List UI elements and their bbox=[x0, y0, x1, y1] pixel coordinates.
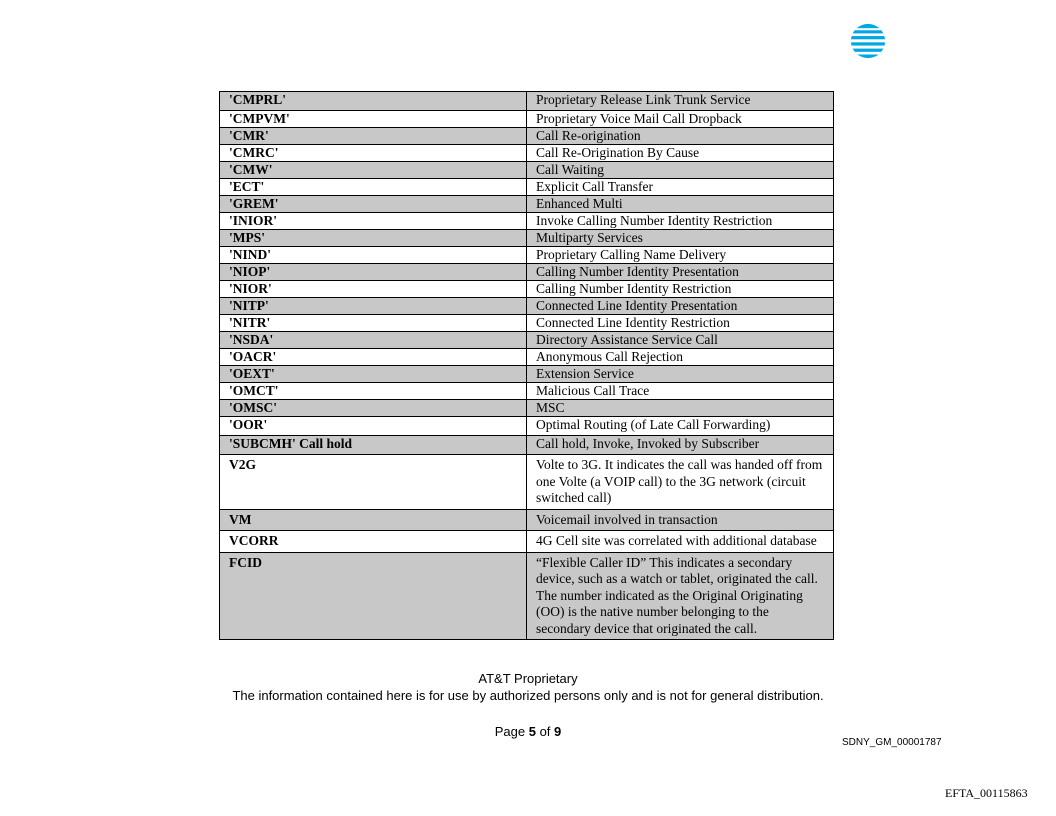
bates-number-sdny: SDNY_GM_00001787 bbox=[842, 737, 942, 748]
table-row bbox=[220, 417, 834, 436]
code-cell: FCID bbox=[220, 552, 527, 640]
code-cell: 'INIOR' bbox=[220, 213, 527, 230]
description-cell: Volte to 3G. It indicates the call was handed off from one Volte (a VOIP call) to the 3G network (circuit switched call) bbox=[527, 455, 834, 510]
service-codes-table bbox=[219, 91, 834, 640]
description-cell: Malicious Call Trace bbox=[527, 383, 834, 400]
table-row bbox=[220, 230, 834, 247]
table-row bbox=[220, 366, 834, 383]
code-cell: VM bbox=[220, 509, 527, 531]
code-cell: 'ECT' bbox=[220, 179, 527, 196]
description-cell: Proprietary Release Link Trunk Service bbox=[527, 92, 834, 111]
description-cell: Calling Number Identity Presentation bbox=[527, 264, 834, 281]
description-cell: Proprietary Voice Mail Call Dropback bbox=[527, 111, 834, 128]
code-cell: 'CMW' bbox=[220, 162, 527, 179]
table-row bbox=[220, 298, 834, 315]
table-row bbox=[220, 349, 834, 366]
description-cell: Calling Number Identity Restriction bbox=[527, 281, 834, 298]
code-cell: 'NIOR' bbox=[220, 281, 527, 298]
page-of: of bbox=[539, 724, 551, 739]
table-row bbox=[220, 531, 834, 553]
code-cell: 'OMCT' bbox=[220, 383, 527, 400]
description-cell: Invoke Calling Number Identity Restriction bbox=[527, 213, 834, 230]
description-cell: Extension Service bbox=[527, 366, 834, 383]
description-cell: Call Re-Origination By Cause bbox=[527, 145, 834, 162]
description-cell: Optimal Routing (of Late Call Forwarding) bbox=[527, 417, 834, 436]
code-cell: 'CMRC' bbox=[220, 145, 527, 162]
description-cell: Explicit Call Transfer bbox=[527, 179, 834, 196]
code-cell: 'NITP' bbox=[220, 298, 527, 315]
att-globe-icon bbox=[849, 22, 887, 60]
table-row bbox=[220, 436, 834, 455]
table-row bbox=[220, 247, 834, 264]
distribution-notice: The information contained here is for use by authorized persons only and is not for general distribution. bbox=[232, 688, 824, 703]
proprietary-label: AT&T Proprietary bbox=[478, 671, 578, 686]
code-cell: 'NIOP' bbox=[220, 264, 527, 281]
code-cell: 'NIND' bbox=[220, 247, 527, 264]
table-row bbox=[220, 281, 834, 298]
code-cell: V2G bbox=[220, 455, 527, 510]
table-row bbox=[220, 213, 834, 230]
description-cell: Multiparty Services bbox=[527, 230, 834, 247]
description-cell: Call hold, Invoke, Invoked by Subscriber bbox=[527, 436, 834, 455]
service-codes-body bbox=[220, 92, 834, 640]
description-cell: Call Waiting bbox=[527, 162, 834, 179]
description-cell: Proprietary Calling Name Delivery bbox=[527, 247, 834, 264]
code-cell: 'OACR' bbox=[220, 349, 527, 366]
table-row bbox=[220, 509, 834, 531]
table-row bbox=[220, 145, 834, 162]
description-cell: Connected Line Identity Presentation bbox=[527, 298, 834, 315]
code-cell: VCORR bbox=[220, 531, 527, 553]
table-row bbox=[220, 383, 834, 400]
page-current: 5 bbox=[528, 724, 536, 739]
code-cell: 'NSDA' bbox=[220, 332, 527, 349]
table-row bbox=[220, 332, 834, 349]
code-cell: 'SUBCMH' Call hold bbox=[220, 436, 527, 455]
code-cell: 'OOR' bbox=[220, 417, 527, 436]
description-cell: 4G Cell site was correlated with additional database bbox=[527, 531, 834, 553]
table-row bbox=[220, 264, 834, 281]
code-cell: 'CMPRL' bbox=[220, 92, 527, 111]
table-row bbox=[220, 111, 834, 128]
table-row bbox=[220, 92, 834, 111]
table-row bbox=[220, 196, 834, 213]
table-row bbox=[220, 179, 834, 196]
code-cell: 'GREM' bbox=[220, 196, 527, 213]
table-row bbox=[220, 455, 834, 510]
code-cell: 'OMSC' bbox=[220, 400, 527, 417]
code-cell: 'NITR' bbox=[220, 315, 527, 332]
table-row bbox=[220, 128, 834, 145]
description-cell: Voicemail involved in transaction bbox=[527, 509, 834, 531]
bates-number-efta: EFTA_00115863 bbox=[945, 786, 1028, 800]
table-row bbox=[220, 315, 834, 332]
page-total: 9 bbox=[554, 724, 562, 739]
description-cell: “Flexible Caller ID” This indicates a secondary device, such as a watch or tablet, originated the call. The number indicated as the Original Originating (OO) is the native number belonging to the secondary device that originated the call. bbox=[527, 552, 834, 640]
description-cell: Connected Line Identity Restriction bbox=[527, 315, 834, 332]
table-row bbox=[220, 162, 834, 179]
code-cell: 'CMPVM' bbox=[220, 111, 527, 128]
description-cell: Enhanced Multi bbox=[527, 196, 834, 213]
description-cell: Call Re-origination bbox=[527, 128, 834, 145]
code-cell: 'OEXT' bbox=[220, 366, 527, 383]
code-cell: 'MPS' bbox=[220, 230, 527, 247]
description-cell: Directory Assistance Service Call bbox=[527, 332, 834, 349]
description-cell: Anonymous Call Rejection bbox=[527, 349, 834, 366]
table-row bbox=[220, 552, 834, 640]
code-cell: 'CMR' bbox=[220, 128, 527, 145]
description-cell: MSC bbox=[527, 400, 834, 417]
table-row bbox=[220, 400, 834, 417]
page-prefix: Page bbox=[494, 724, 526, 739]
